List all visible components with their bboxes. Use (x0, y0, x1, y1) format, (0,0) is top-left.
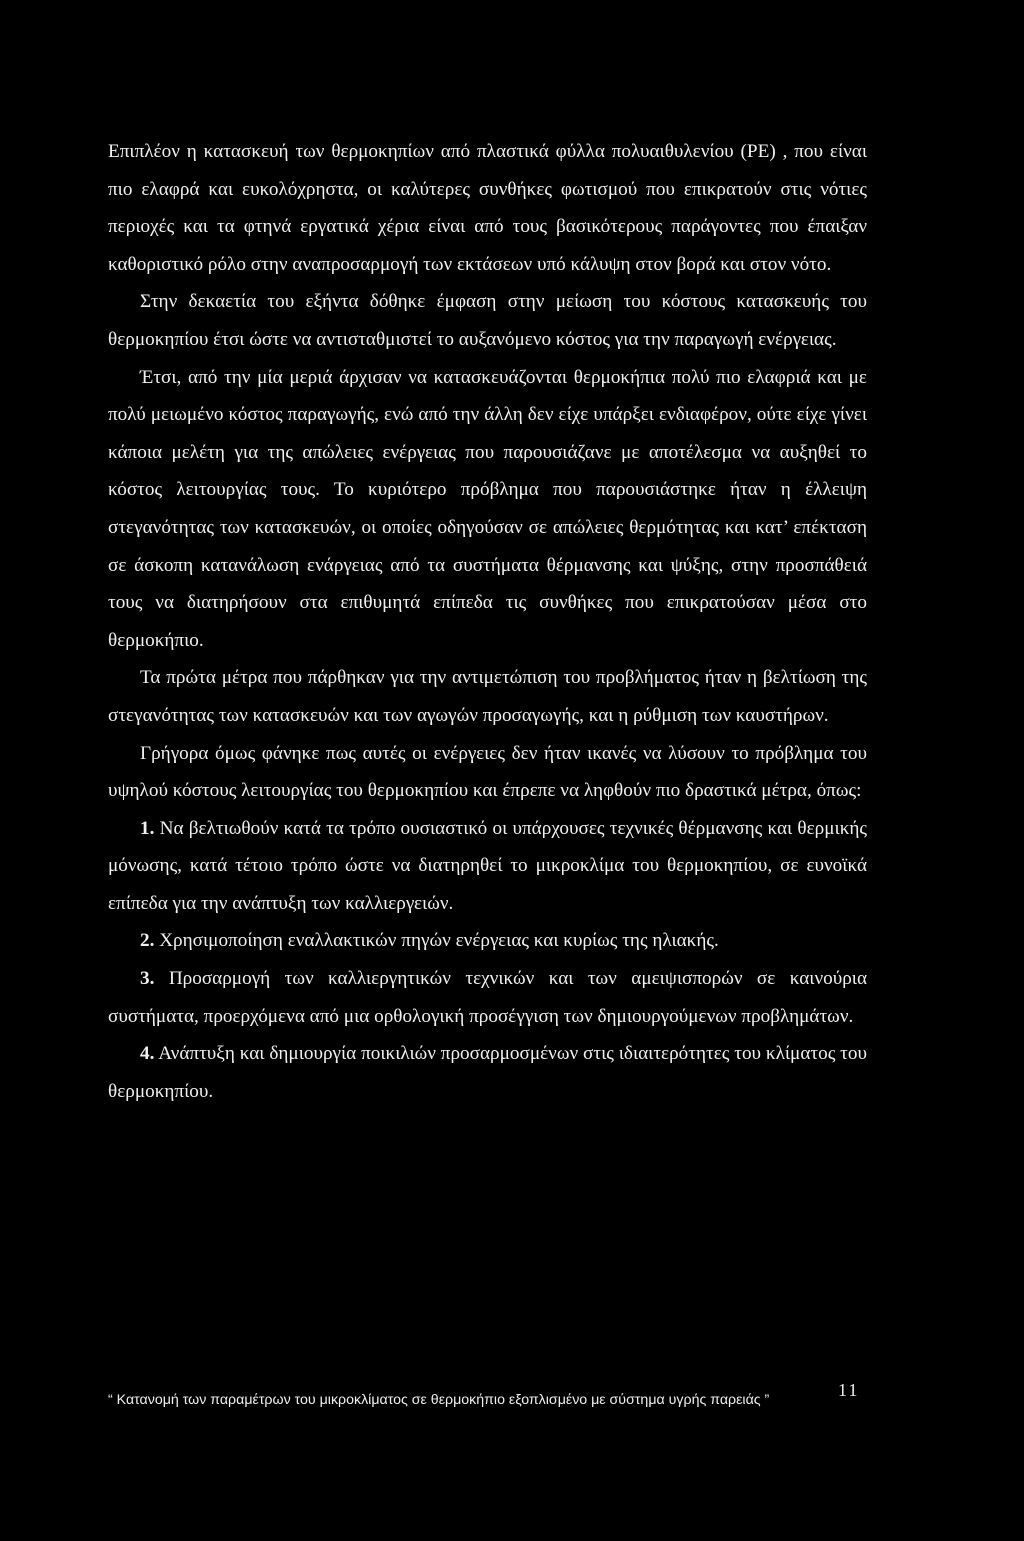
paragraph-intro: Επιπλέον η κατασκευή των θερμοκηπίων από πλαστικά φύλλα πολυαιθυλενίου (PE) , που είναι πιο ελαφρά και ευκολόχρηστα, οι καλύτερες συνθήκες φωτισμού που επικρατούν στις νότιες περιοχές και τα φτηνά εργατικά χέρια είναι από τους βασικότερους παράγοντες που έπαιξαν καθοριστικό ρόλο στην αναπροσαρμογή των εκτάσεων υπό κάλυψη στον βορά και στον νότο. (108, 141, 867, 275)
footer-title: “ Κατανομή των παραμέτρων του μικροκλίματος σε θερμοκήπιο εξοπλισμένο με σύστημα υγρής παρειάς ” (108, 1392, 770, 1408)
paragraph-sixties: Στην δεκαετία του εξήντα δόθηκε έμφαση στην μείωση του κόστους κατασκευής του θερμοκηπίου έτσι ώστε να αντισταθμιστεί το αυξανόμενο κόστος για την παραγωγή ενέργειας. (108, 291, 867, 350)
list-text: Προσαρμογή των καλλιεργητικών τεχνικών και των αμειψισπορών σε καινούρια συστήματα, προερχόμενα από μια ορθολογική προσέγγιση των δημιουργούμενων προβλημάτων. (108, 968, 868, 1027)
document-body (108, 133, 867, 1110)
list-item (108, 960, 867, 1035)
paragraph-problems: Έτσι, από την μία μεριά άρχισαν να κατασκευάζονται θερμοκήπια πολύ πιο ελαφριά και με πολύ μειωμένο κόστος παραγωγής, ενώ από την άλλη δεν είχε υπάρξει ενδιαφέρον, ούτε είχε γίνει κάποια μελέτη για της απώλειες ενέργειας που παρουσιάζανε με αποτέλεσμα να αυξηθεί το κόστος λειτουργίας τους. Το κυριότερο πρόβλημα που παρουσιάστηκε ήταν η έλλειψη στεγανότητας των κατασκευών, οι οποίες οδηγούσαν σε απώλειες θερμότητας και κατ’ επέκταση σε άσκοπη κατανάλωση ενάργειας από τα συστήματα θέρμανσης και ψύξης, στην προσπάθειά τους να διατηρήσουν στα επιθυμητά επίπεδα τις συνθήκες που επικρατούσαν μέσα στο θερμοκήπιο. (108, 366, 867, 651)
paragraph-first-measures: Τα πρώτα μέτρα που πάρθηκαν για την αντιμετώπιση του προβλήματος ήταν η βελτίωση της στεγανότητας των κατασκευών και των αγωγών προσαγωγής, και η ρύθμιση των καυστήρων. (108, 667, 867, 726)
list-text: Ανάπτυξη και δημιουργία ποικιλιών προσαρμοσμένων στις ιδιαιτερότητες του κλίματος του θερμοκηπίου. (108, 1043, 867, 1102)
list-text: Χρησιμοποίηση εναλλακτικών πηγών ενέργειας και κυρίως της ηλιακής. (159, 930, 719, 952)
list-number: 4. (140, 1043, 155, 1065)
list-number: 1. (140, 817, 155, 839)
page-number: 11 (838, 1380, 860, 1400)
paragraph-drastic-measures: Γρήγορα όμως φάνηκε πως αυτές οι ενέργειες δεν ήταν ικανές να λύσουν το πρόβλημα του υψηλού κόστους λειτουργίας του θερμοκηπίου και έπρεπε να ληφθούν πιο δραστικά μέτρα, όπως: (108, 742, 867, 802)
list-number: 2. (140, 930, 155, 952)
list-text: Να βελτιωθούν κατά τα τρόπο ουσιαστικό οι υπάρχουσες τεχνικές θέρμανσης και θερμικής μόνωσης, κατά τέτοιο τρόπο ώστε να διατηρηθεί το μικροκλίμα του θερμοκηπίου, σε ευνοϊκά επίπεδα για την ανάπτυξη των καλλιεργειών. (108, 817, 867, 914)
list-item (108, 810, 867, 923)
list-item (108, 1035, 867, 1110)
list-item (108, 922, 867, 960)
measures-list (108, 810, 867, 1111)
page-footer (108, 1382, 878, 1418)
list-number: 3. (140, 968, 155, 990)
